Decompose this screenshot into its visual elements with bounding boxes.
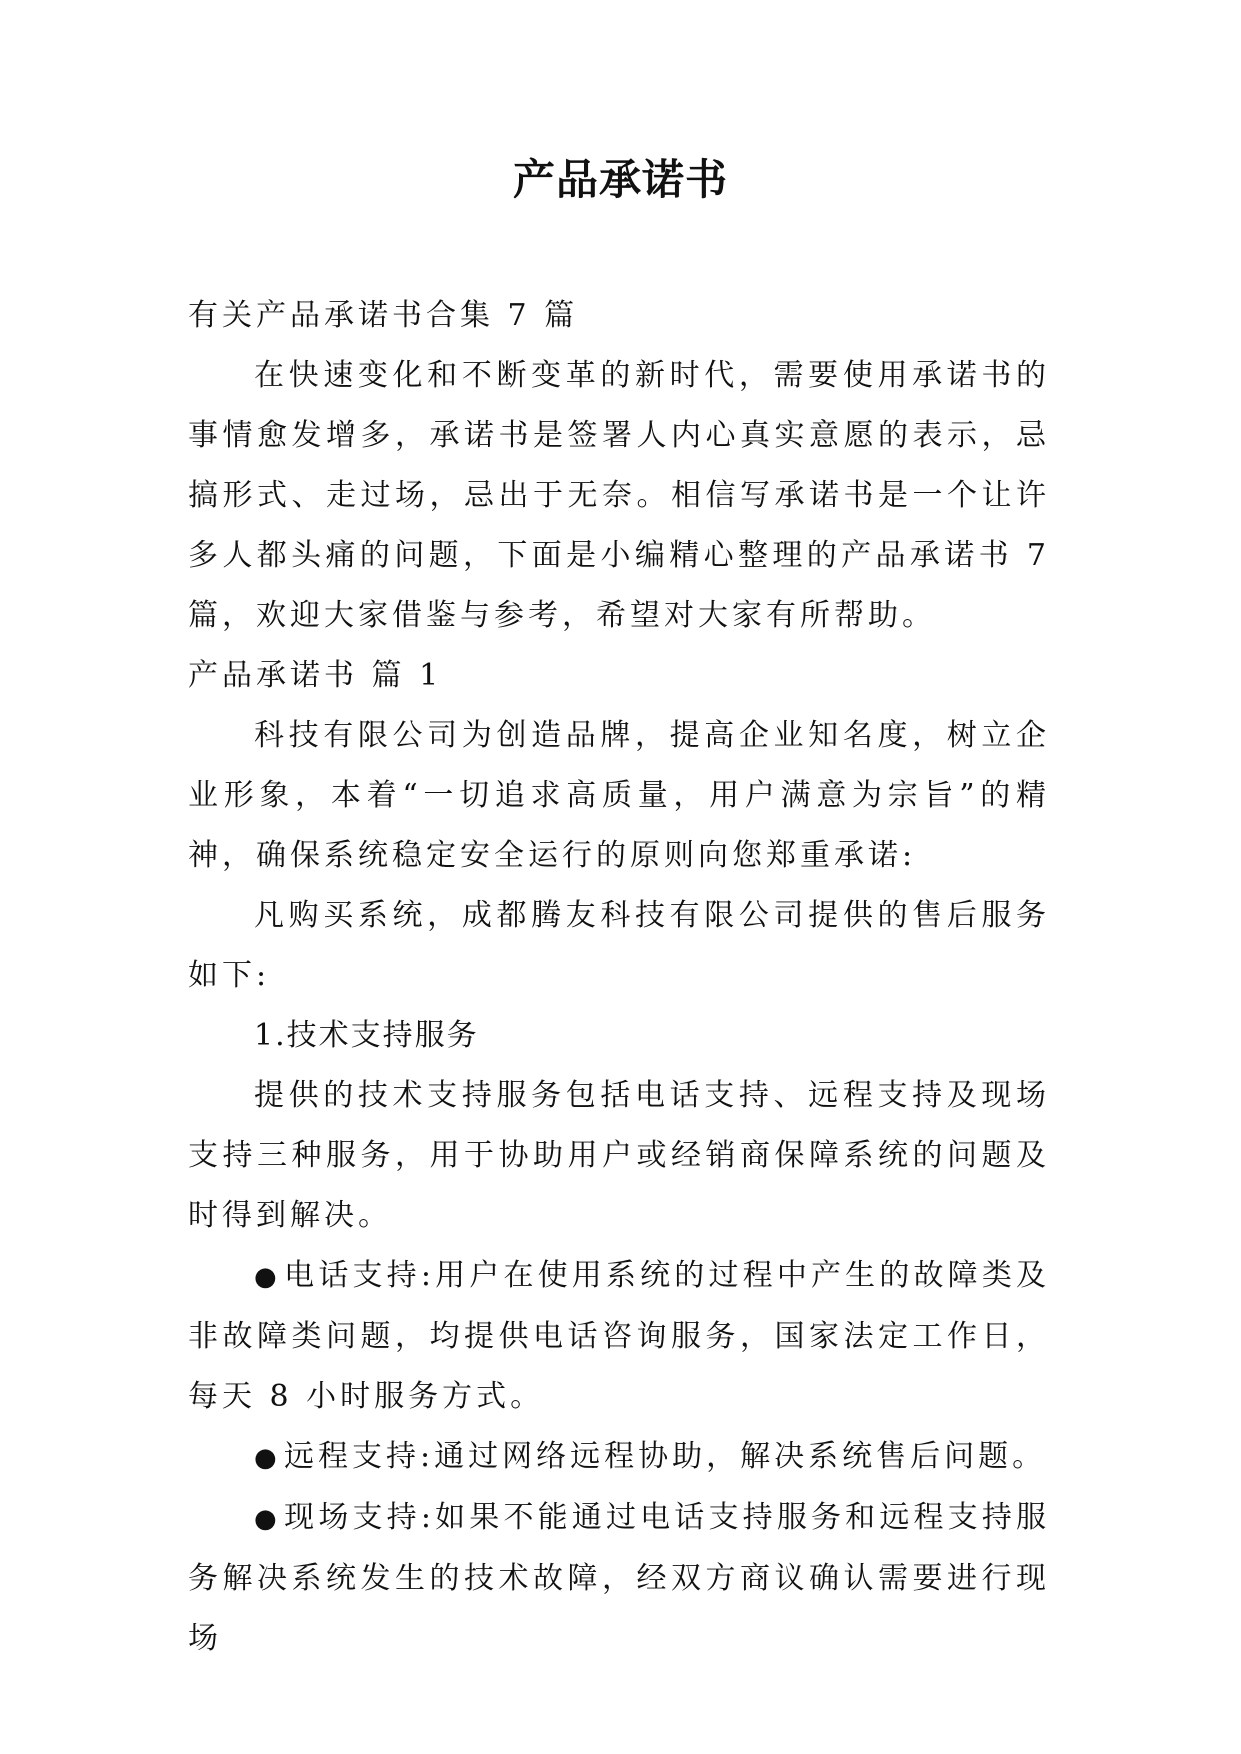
section-heading: 产品承诺书 篇 1 xyxy=(188,658,443,693)
bullet-onsite-support-text: 现场支持:如果不能通过电话支持服务和远程支持服务解决系统发生的技术故障，经双方商议确认需要进行现场 xyxy=(188,1500,1050,1656)
bullet-onsite-support xyxy=(188,1488,1050,1669)
bullet-phone-support xyxy=(188,1246,1050,1427)
service-intro-paragraph: 凡购买系统，成都腾友科技有限公司提供的售后服务如下: xyxy=(188,898,1050,993)
document-title: 产品承诺书 xyxy=(512,155,728,204)
commitment-paragraph: 科技有限公司为创造品牌，提高企业知名度，树立企业形象，本着“一切追求高质量，用户满意为宗旨”的精神，确保系统稳定安全运行的原则向您郑重承诺: xyxy=(188,718,1050,873)
intro-paragraph: 在快速变化和不断变革的新时代，需要使用承诺书的事情愈发增多，承诺书是签署人内心真实意愿的表示，忌搞形式、走过场，忌出于无奈。相信写承诺书是一个让许多人都头痛的问题，下面是小编精心整理的产品承诺书 7 篇，欢迎大家借鉴与参考，希望对大家有所帮助。 xyxy=(188,358,1050,633)
bullet-remote-support-text: 远程支持:通过网络远程协助，解决系统售后问题。 xyxy=(284,1439,1047,1474)
bullet-icon: ● xyxy=(254,1443,277,1473)
bullet-remote-support xyxy=(188,1427,1050,1488)
bullet-phone-support-text: 电话支持:用户在使用系统的过程中产生的故障类及非故障类问题，均提供电话咨询服务，国家法定工作日，每天 8 小时服务方式。 xyxy=(188,1258,1050,1414)
bullet-icon: ● xyxy=(254,1262,277,1292)
document-body xyxy=(188,286,1050,1669)
bullet-icon: ● xyxy=(254,1504,277,1534)
intro-heading: 有关产品承诺书合集 7 篇 xyxy=(188,298,579,333)
item-1-paragraph: 提供的技术支持服务包括电话支持、远程支持及现场支持三种服务，用于协助用户或经销商保障系统的问题及时得到解决。 xyxy=(188,1078,1050,1233)
item-1-heading: 1.技术支持服务 xyxy=(254,1018,479,1053)
